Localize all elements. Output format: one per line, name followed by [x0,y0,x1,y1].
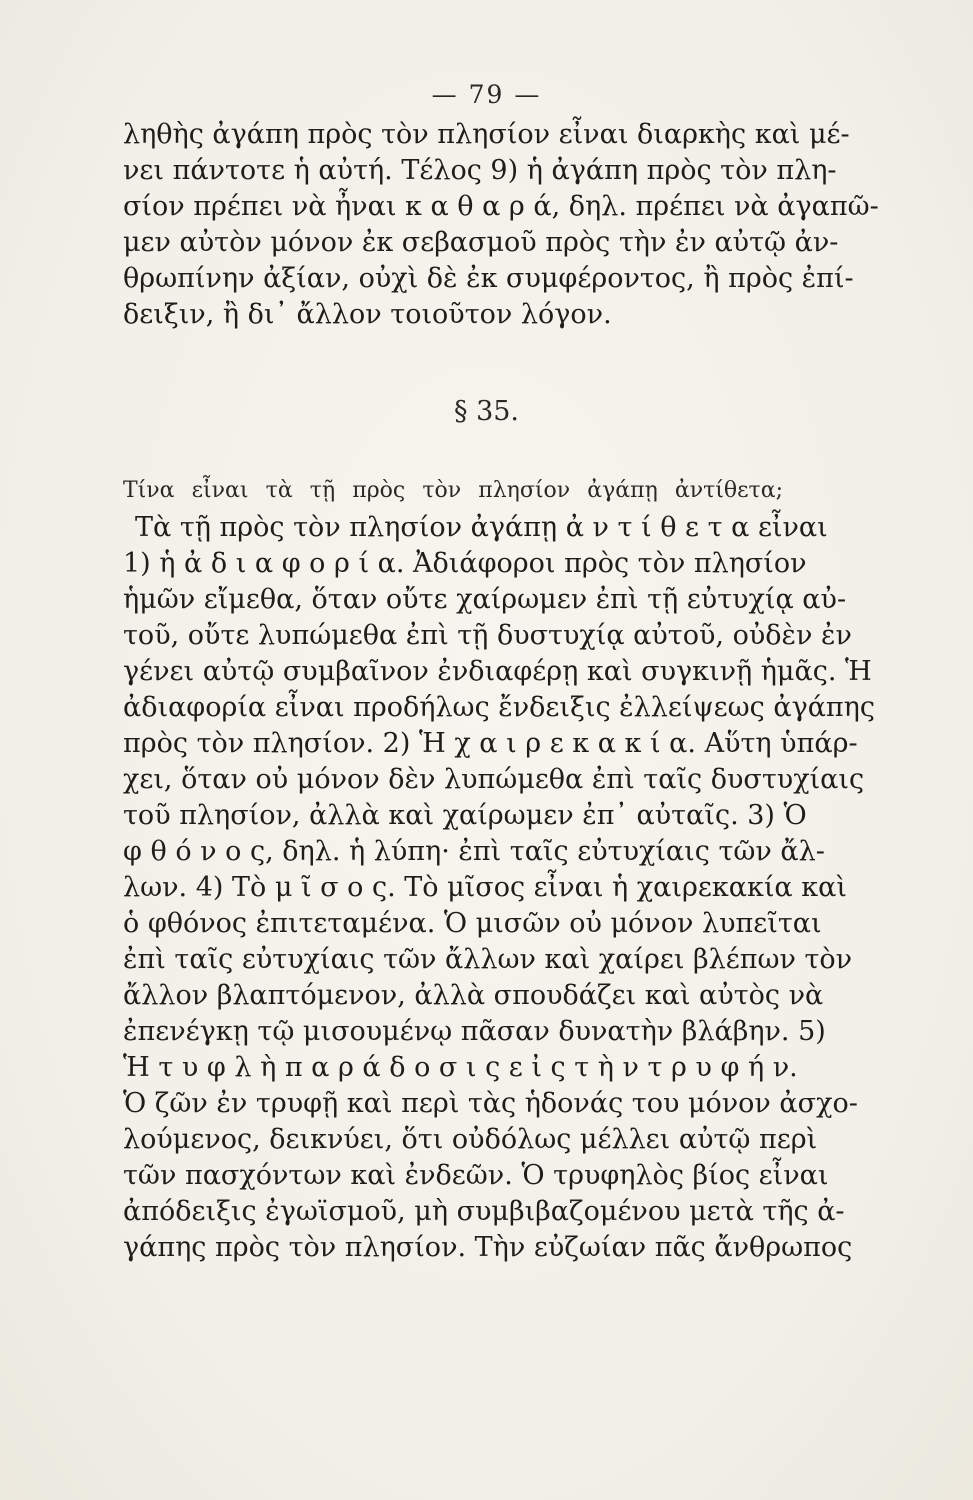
text-line: μεν αὐτὸν μόνον ἐκ σεβασμοῦ πρὸς τὴν ἐν αὐτῷ ἀν- [123,227,839,258]
text-line: ὁ φθόνος ἐπιτεταμένα. Ὁ μισῶν οὐ μόνον λυπεῖται [123,908,822,939]
section-heading: § 35. [453,396,520,427]
text-line: ἐπενέγκῃ τῷ μισουμένῳ πᾶσαν δυνατὴν βλάβην. 5) [123,1016,826,1047]
text-line: ἄλλον βλαπτόμενον, ἀλλὰ σπουδάζει καὶ αὐτὸς νὰ [123,980,824,1011]
text-line: λούμενος, δεικνύει, ὅτι οὐδόλως μέλλει αὐτῷ περὶ [123,1124,818,1155]
text-line: θρωπίνην ἀξίαν, οὐχὶ δὲ ἐκ συμφέροντος, ἢ πρὸς ἐπί- [123,263,854,294]
text-line: γάπης πρὸς τὸν πλησίον. Τὴν εὐζωίαν πᾶς ἄνθρωπος [123,1232,853,1263]
text-line: λων. 4) Τὸ μ ῖ σ ο ς. Τὸ μῖσος εἶναι ἡ χαιρεκακία καὶ [123,872,847,903]
paragraph-body [123,510,875,1266]
text-line: ἡμῶν εἴμεθα, ὅταν οὔτε χαίρωμεν ἐπὶ τῇ εὐτυχίᾳ αὐ- [123,584,847,615]
text-line: Τὰ τῇ πρὸς τὸν πλησίον ἀγάπῃ ἀ ν τ ί θ ε τ α εἶναι [135,512,828,543]
text-line: τοῦ, οὔτε λυπώμεθα ἐπὶ τῇ δυστυχίᾳ αὐτοῦ, οὐδὲν ἐν [123,620,852,651]
text-line: 1) ἡ ἀ δ ι α φ ο ρ ί α. Ἀδιάφοροι πρὸς τὸν πλησίον [123,548,807,579]
text-line: τοῦ πλησίον, ἀλλὰ καὶ χαίρωμεν ἐπ᾽ αὐταῖς. 3) Ὁ [123,800,807,831]
text-line: ἐπὶ ταῖς εὐτυχίαις τῶν ἄλλων καὶ χαίρει βλέπων τὸν [123,944,853,975]
section-question: Τίνα εἶναι τὰ τῇ πρὸς τὸν πλησίον ἀγάπῃ ἀντίθετα; [123,478,783,503]
text-line: γένει αὐτῷ συμβαῖνον ἐνδιαφέρῃ καὶ συγκινῇ ἡμᾶς. Ἡ [123,656,872,687]
page-number: — 79 — [431,80,542,109]
text-line: ἀπόδειξις ἐγωϊσμοῦ, μὴ συμβιβαζομένου μετὰ τῆς ἀ- [123,1196,845,1227]
text-line: Ἡ τ υ φ λ ὴ π α ρ ά δ ο σ ι ς ε ἰ ς τ ὴ ν τ ρ υ φ ή ν. [123,1052,798,1083]
text-line: τῶν πασχόντων καὶ ἐνδεῶν. Ὁ τρυφηλὸς βίος εἶναι [123,1160,829,1191]
paragraph-continued [123,117,879,333]
text-line: σίον πρέπει νὰ ἦναι κ α θ α ρ ά, δηλ. πρέπει νὰ ἀγαπῶ- [123,191,879,222]
text-line: χει, ὅταν οὐ μόνον δὲν λυπώμεθα ἐπὶ ταῖς δυστυχίαις [123,764,865,795]
text-line: ἀδιαφορία εἶναι προδήλως ἔνδειξις ἐλλείψεως ἀγάπης [123,692,875,723]
text-line: Ὁ ζῶν ἐν τρυφῇ καὶ περὶ τὰς ἡδονάς του μόνον ἀσχο- [123,1088,858,1119]
text-line: ληθὴς ἀγάπη πρὸς τὸν πλησίον εἶναι διαρκὴς καὶ μέ- [123,119,850,150]
text-line: πρὸς τὸν πλησίον. 2) Ἡ χ α ι ρ ε κ α κ ί α. Αὕτη ὑπάρ- [123,728,858,759]
text-line: νει πάντοτε ἡ αὐτή. Τέλος 9) ἡ ἀγάπη πρὸς τὸν πλη- [123,155,837,186]
text-line: δειξιν, ἢ δι᾽ ἄλλον τοιοῦτον λόγον. [123,299,612,330]
text-line: φ θ ό ν ο ς, δηλ. ἡ λύπη· ἐπὶ ταῖς εὐτυχίαις τῶν ἄλ- [123,836,825,867]
